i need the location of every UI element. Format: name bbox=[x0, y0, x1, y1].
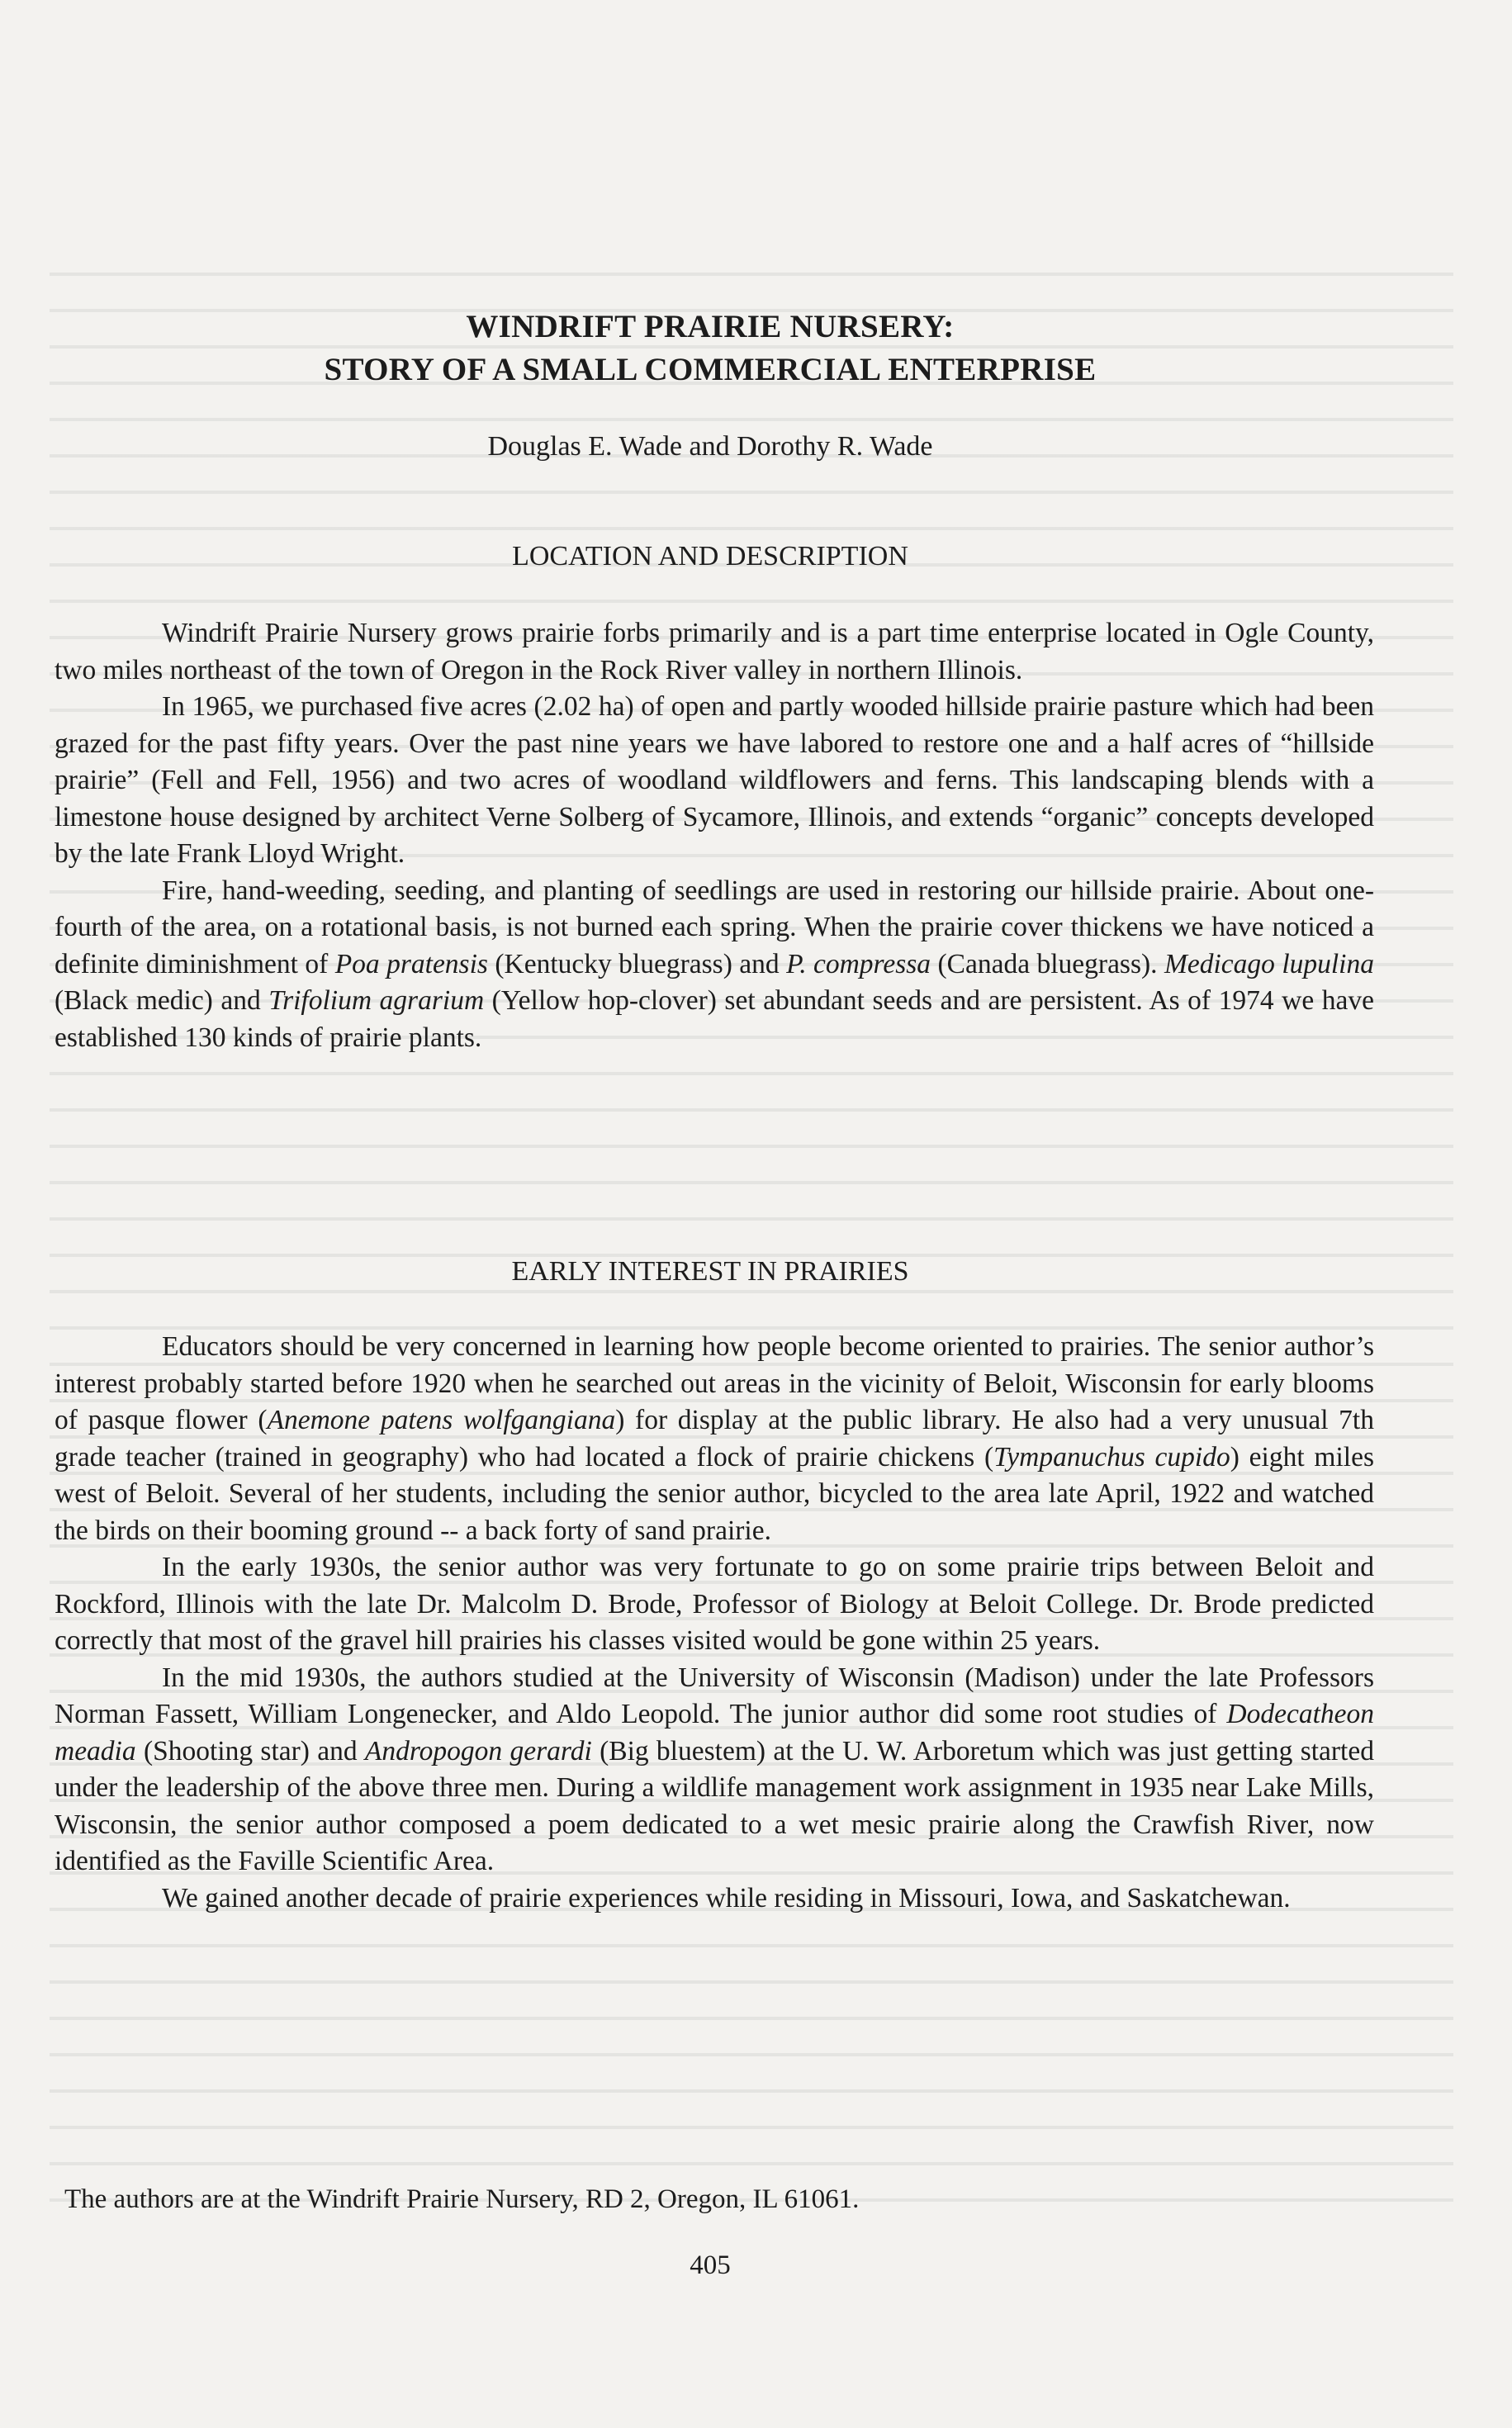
species-name: P. compressa bbox=[786, 948, 931, 979]
paragraph bbox=[55, 873, 1374, 1057]
text-run: In 1965, we purchased five acres (2.02 ha) of open and partly wooded hillside prairie pasture which had been grazed for the past fifty years. Over the past nine years we have labored to restore one and a half acres of “hillside prairie” (Fell and Fell, 1956) and two acres of woodland wildflowers and ferns. This landscaping blends with a limestone house designed by architect Verne Solberg of Sycamore, Illinois, and extends “organic” concepts developed by the late Frank Lloyd Wright. bbox=[55, 691, 1374, 869]
text-run: In the mid 1930s, the authors studied at the University of Wisconsin (Madison) under the late Professors Norman Fassett, William Longenecker, and Aldo Leopold. The junior author did some root studies of bbox=[55, 1662, 1374, 1729]
text-run: (Big bluestem) at the U. W. Arboretum which was just getting started under the leadership of the above three men. During a wildlife management work assignment in 1935 near Lake Mills, Wisconsin, the senior author composed a poem dedicated to a wet mesic prairie along the Crawfish River, now identified as the Faville Scientific Area. bbox=[55, 1735, 1374, 1876]
species-name: Trifolium agrarium bbox=[268, 985, 485, 1016]
text-run: We gained another decade of prairie experiences while residing in Missouri, Iowa, and Saskatchewan. bbox=[162, 1882, 1291, 1913]
species-name: Poa pratensis bbox=[334, 948, 488, 979]
section-heading-early-interest: EARLY INTEREST IN PRAIRIES bbox=[511, 1256, 909, 1287]
text-run: (Canada bluegrass). bbox=[931, 948, 1164, 979]
species-name: Tympanuchus cupido bbox=[993, 1441, 1230, 1472]
author-footnote: The authors are at the Windrift Prairie Nursery, RD 2, Oregon, IL 61061. bbox=[64, 2184, 860, 2214]
text-run: Educators should be very concerned in learning how people become oriented to prairies. The senior author’s interest probably started before 1920 when he searched out areas in the vicinity of Beloit, Wisconsin for early blooms of pasque flower ( bbox=[55, 1331, 1374, 1435]
text-run: In the early 1930s, the senior author was very fortunate to go on some prairie trips between Beloit and Rockford, Illinois with the late Dr. Malcolm D. Brode, Professor of Biology at Beloit College. Dr. Brode predicted correctly that most of the gravel hill prairies his classes visited would be gone within 25 years. bbox=[55, 1552, 1374, 1656]
section-body-early-interest bbox=[55, 1329, 1374, 1917]
paragraph bbox=[55, 615, 1374, 689]
paragraph bbox=[55, 1329, 1374, 1549]
paragraph bbox=[55, 689, 1374, 873]
page-number: 405 bbox=[690, 2250, 731, 2280]
paragraph bbox=[55, 1549, 1374, 1660]
species-name: Anemone patens wolfgangiana bbox=[267, 1405, 616, 1435]
species-name: Dodecatheon meadia bbox=[55, 1699, 1374, 1766]
section-heading-location: LOCATION AND DESCRIPTION bbox=[512, 541, 908, 571]
authors: Douglas E. Wade and Dorothy R. Wade bbox=[487, 431, 933, 462]
text-run: Fire, hand-weeding, seeding, and planting of seedlings are used in restoring our hillside prairie. About one-fourth of the area, on a rotational basis, is not burned each spring. When the prairie cover thickens we have noticed a definite diminishment of bbox=[55, 875, 1374, 979]
text-run: ) eight miles west of Beloit. Several of her students, including the senior author, bicycled to the area late April, 1922 and watched the birds on their booming ground -- a back forty of sand prairie. bbox=[55, 1441, 1375, 1546]
paragraph bbox=[55, 1660, 1374, 1880]
section-body-location bbox=[55, 615, 1374, 1056]
text-run: (Shooting star) and bbox=[135, 1735, 365, 1766]
species-name: Andropogon gerardi bbox=[364, 1735, 592, 1766]
text-run: ) for display at the public library. He also had a very unusual 7th grade teacher (trained in geography) who had located a flock of prairie chickens ( bbox=[55, 1405, 1374, 1472]
species-name: Medicago lupulina bbox=[1164, 948, 1374, 979]
text-run: (Black medic) and bbox=[55, 985, 269, 1016]
text-run: Windrift Prairie Nursery grows prairie forbs primarily and is a part time enterprise located in Ogle County, two miles northeast of the town of Oregon in the Rock River valley in northern Illinois. bbox=[55, 618, 1374, 685]
text-run: (Yellow hop-clover) set abundant seeds and are persistent. As of 1974 we have established 130 kinds of prairie plants. bbox=[55, 985, 1374, 1053]
title-line-2: STORY OF A SMALL COMMERCIAL ENTERPRISE bbox=[324, 352, 1097, 387]
paragraph bbox=[55, 1880, 1374, 1918]
text-run: (Kentucky bluegrass) and bbox=[487, 948, 787, 979]
title-line-1: WINDRIFT PRAIRIE NURSERY: bbox=[466, 309, 955, 344]
